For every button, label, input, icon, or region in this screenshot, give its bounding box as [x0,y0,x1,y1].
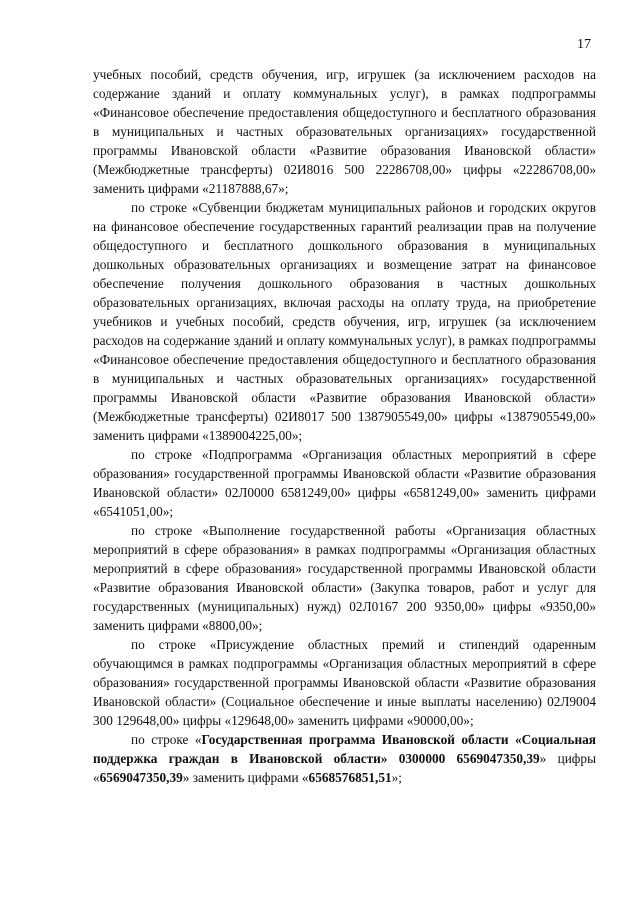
document-body [93,65,596,787]
text-segment: по строке «Присуждение областных премий и стипендий одаренным обучающимся в рамках подпрограммы «Организация областных мероприятий в сфере образования» государственной программы Ивановской области «Развитие образования Ивановской области» (Социальное обеспечение и иные выплаты населению) 02Л9004 300 129648,00» цифры «129648,00» заменить цифрами «90000,00»; [93,637,596,728]
paragraph [93,521,596,635]
paragraph [93,445,596,521]
bold-text-segment: 6568576851,51 [308,770,392,785]
text-segment: » заменить цифрами « [182,770,309,785]
text-segment: » цифры « [93,751,597,785]
paragraph [93,635,596,730]
text-segment: »; [391,770,402,785]
text-segment: по строке «Подпрограмма «Организация областных мероприятий в сфере образования» государственной программы Ивановской области «Развитие образования Ивановской области» 02Л0000 6581249,00» цифры «6581249,00» заменить цифрами «6541051,00»; [93,447,596,519]
text-segment: по строке « [131,732,202,747]
bold-text-segment: 6569047350,39 [99,770,183,785]
paragraph [93,198,596,445]
text-segment: по строке «Выполнение государственной работы «Организация областных мероприятий в сфере образования» в рамках подпрограммы «Организация областных мероприятий в сфере образования» государственной программы Ивановской области «Развитие образования Ивановской области» (Закупка товаров, работ и услуг для государственных (муниципальных) нужд) 02Л0167 200 9350,00» цифры «9350,00» заменить цифрами «8800,00»; [93,523,596,633]
text-segment: по строке «Субвенции бюджетам муниципальных районов и городских округов на финансовое обеспечение государственных гарантий реализации прав на получение общедоступного и бесплатного дошкольного образования в муниципальных дошкольных образовательных организациях и возмещение затрат на финансовое обеспечение получения дошкольного образования в частных дошкольных образовательных организациях, включая расходы на оплату труда, на приобретение учебников и учебных пособий, средств обучения, игр, игрушек (за исключением расходов на содержание зданий и оплату коммунальных услуг), в рамках подпрограммы «Финансовое обеспечение предоставления общедоступного и бесплатного образования в муниципальных и частных образовательных организациях» государственной программы Ивановской области «Развитие образования Ивановской области» (Межбюджетные трансферты) 02И8017 500 1387905549,00» цифры «1387905549,00» заменить цифрами «1389004225,00»; [93,200,596,443]
bold-text-segment: Государственная программа Ивановской области «Социальная поддержка граждан в Ивановской области» 0300000 6569047350,39 [93,732,596,766]
text-segment: учебных пособий, средств обучения, игр, игрушек (за исключением расходов на содержание зданий и оплату коммунальных услуг), в рамках подпрограммы «Финансовое обеспечение предоставления общедоступного и бесплатного образования в муниципальных и частных образовательных организациях» государственной программы Ивановской области «Развитие образования Ивановской области» (Межбюджетные трансферты) 02И8016 500 22286708,00» цифры «22286708,00» заменить цифрами «21187888,67»; [93,67,596,196]
page-number: 17 [577,37,591,52]
paragraph [93,65,596,198]
paragraph [93,730,596,787]
